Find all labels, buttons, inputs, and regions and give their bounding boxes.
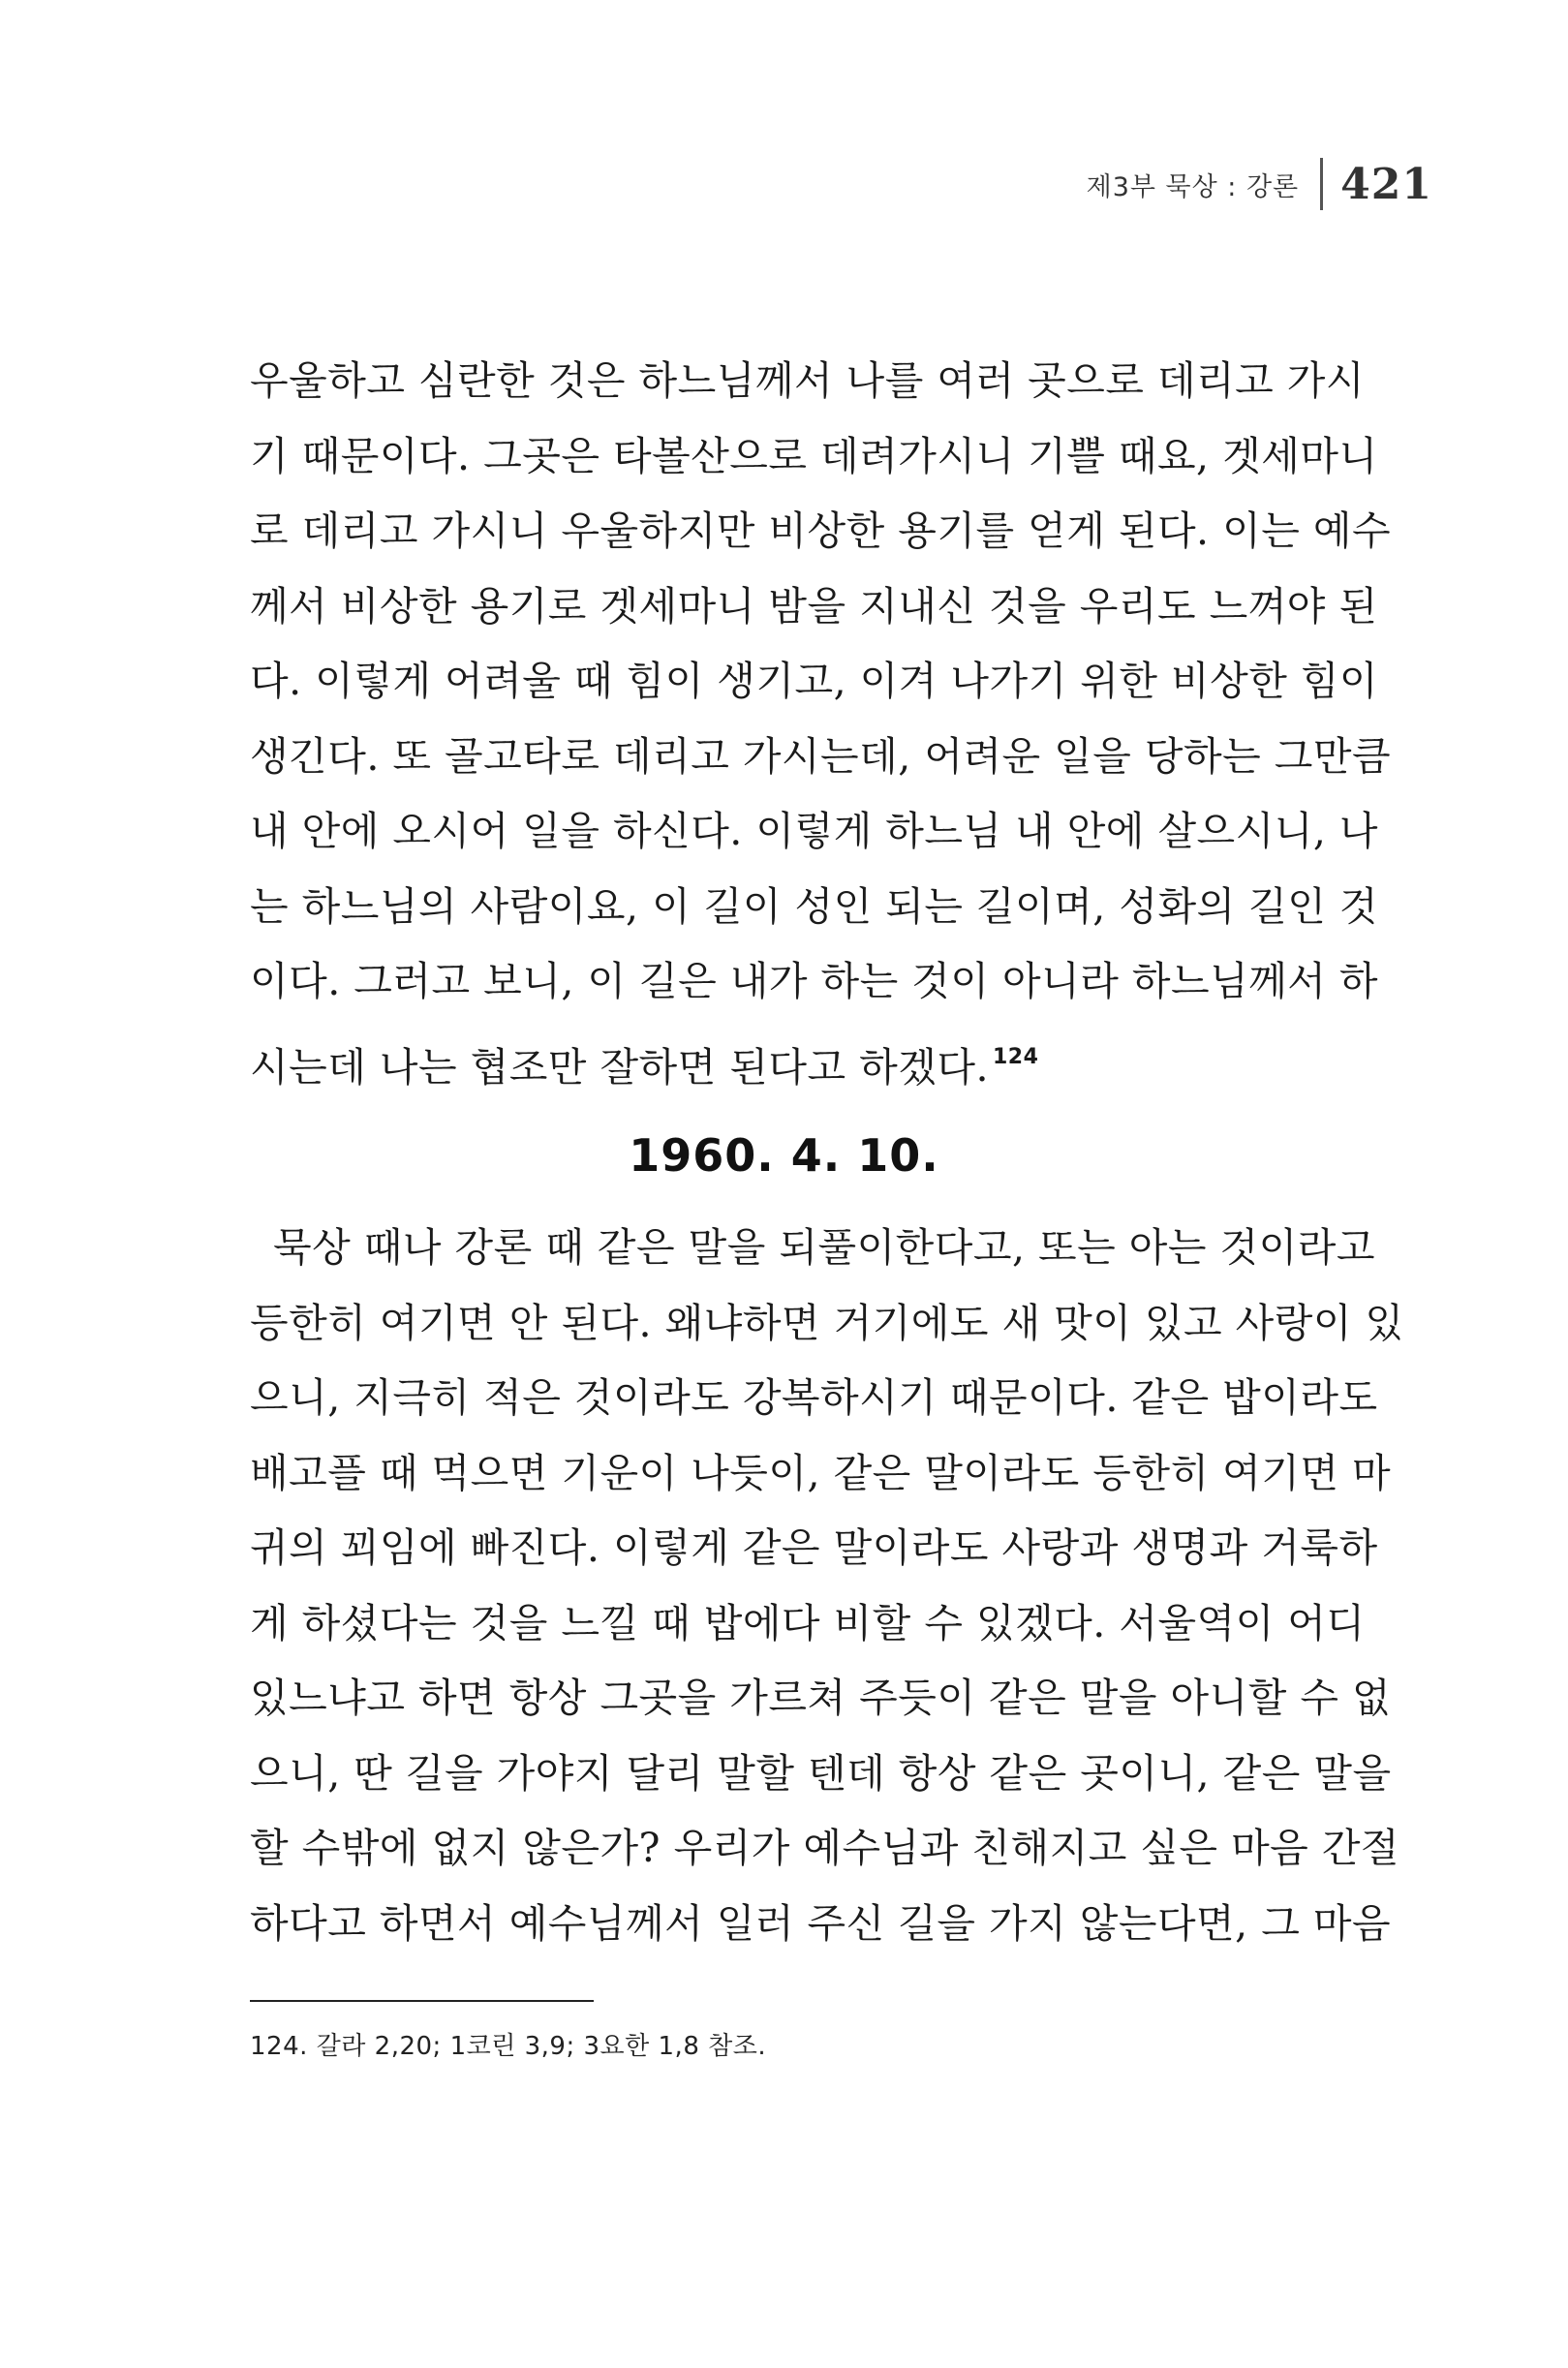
text-line: 배고플 때 먹으면 기운이 나듯이, 같은 말이라도 등한히 여기면 마 bbox=[250, 1449, 1392, 1496]
section-title: 제3부 묵상 : 강론 bbox=[1086, 171, 1300, 202]
header-divider bbox=[1320, 158, 1323, 210]
text-line: 는 하느님의 사람이요, 이 길이 성인 되는 길이며, 성화의 길인 것 bbox=[250, 882, 1379, 930]
footnote-reference[interactable]: 124 bbox=[993, 1044, 1039, 1069]
date-heading: 1960. 4. 10. bbox=[629, 1129, 939, 1182]
text-line: 귀의 꾀임에 빠진다. 이렇게 같은 말이라도 사랑과 생명과 거룩하 bbox=[250, 1524, 1378, 1571]
text-line: 게 하셨다는 것을 느낄 때 밥에다 비할 수 있겠다. 서울역이 어디 bbox=[250, 1599, 1366, 1646]
footnote-divider bbox=[250, 2000, 594, 2002]
text-line: 으니, 딴 길을 가야지 달리 말할 텐데 항상 같은 곳이니, 같은 말을 bbox=[250, 1749, 1392, 1797]
text-line: 이다. 그러고 보니, 이 길은 내가 하는 것이 아니라 하느님께서 하 bbox=[250, 958, 1379, 1004]
text-line: 께서 비상한 용기로 겟세마니 밤을 지내신 것을 우리도 느껴야 된 bbox=[250, 582, 1378, 630]
running-header bbox=[1087, 155, 1432, 213]
text-line: 으니, 지극히 적은 것이라도 강복하시기 때문이다. 같은 밥이라도 bbox=[250, 1374, 1378, 1421]
text-line: 하다고 하면서 예수님께서 일러 주신 길을 가지 않는다면, 그 마음 bbox=[250, 1899, 1392, 1947]
text-line: 할 수밖에 없지 않은가? 우리가 예수님과 친해지고 싶은 마음 간절 bbox=[250, 1825, 1400, 1871]
text-line: 있느냐고 하면 항상 그곳을 가르쳐 주듯이 같은 말을 아니할 수 없 bbox=[250, 1675, 1392, 1721]
text-line-last bbox=[250, 1020, 1325, 1095]
text-line: 묵상 때나 강론 때 같은 말을 되풀이한다고, 또는 아는 것이라고 bbox=[273, 1224, 1375, 1271]
paragraph-2 bbox=[250, 1211, 1404, 1961]
text-line: 로 데리고 가시니 우울하지만 비상한 용기를 얻게 된다. 이는 예수 bbox=[250, 507, 1392, 554]
text-line-content: 시는데 나는 협조만 잘하면 된다고 하겠다. bbox=[250, 1043, 989, 1091]
footnote: 124. 갈라 2,20; 1코린 3,9; 3요한 1,8 참조. bbox=[250, 2032, 767, 2061]
text-line: 생긴다. 또 골고타로 데리고 가시는데, 어려운 일을 당하는 그만큼 bbox=[250, 732, 1392, 780]
paragraph-1 bbox=[250, 344, 1392, 1094]
text-line: 등한히 여기면 안 된다. 왜냐하면 거기에도 새 맛이 있고 사랑이 있 bbox=[250, 1299, 1404, 1346]
page-number: 421 bbox=[1340, 159, 1432, 209]
text-line: 기 때문이다. 그곳은 타볼산으로 데려가시니 기쁠 때요, 겟세마니 bbox=[250, 432, 1378, 479]
text-line: 다. 이렇게 어려울 때 힘이 생기고, 이겨 나가기 위한 비상한 힘이 bbox=[250, 658, 1379, 704]
text-line: 내 안에 오시어 일을 하신다. 이렇게 하느님 내 안에 살으시니, 나 bbox=[250, 808, 1379, 854]
text-line: 우울하고 심란한 것은 하느님께서 나를 여러 곳으로 데리고 가시 bbox=[250, 357, 1366, 404]
